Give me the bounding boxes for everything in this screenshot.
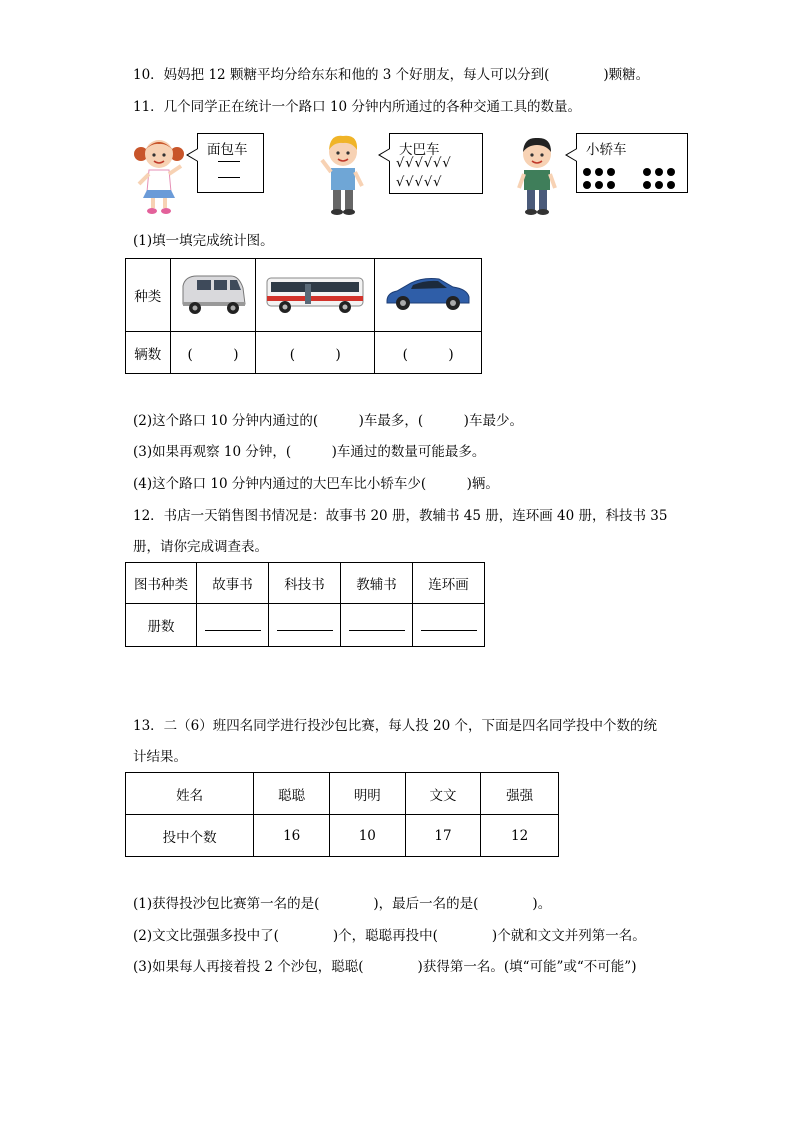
q13-sub3: (3)如果每人再接着投 2 个沙包，聪聪( )获得第一名。(填“可能”或“不可能”) xyxy=(133,959,637,975)
bus-icon xyxy=(265,270,365,316)
header-story: 故事书 xyxy=(197,563,269,604)
q11-sub2: (2)这个路口 10 分钟内通过的( )车最多，( )车最少。 xyxy=(133,413,523,429)
q11-sub1: (1)填一填完成统计图。 xyxy=(133,233,274,249)
row-label-hits: 投中个数 xyxy=(126,815,254,857)
dot-tally xyxy=(583,177,619,193)
bubble-bus xyxy=(389,133,483,194)
q11-sub3: (3)如果再观察 10 分钟，( )车通过的数量可能最多。 xyxy=(133,444,486,460)
header-science: 科技书 xyxy=(269,563,341,604)
row-label-count: 辆数 xyxy=(126,332,171,374)
hits-wenwen: 17 xyxy=(405,815,481,857)
boy-figure xyxy=(513,132,561,216)
header-qiangqiang: 强强 xyxy=(481,773,559,815)
q13-sub2: (2)文文比强强多投中了( )个，聪聪再投中( )个就和文文并列第一名。 xyxy=(133,928,646,944)
header-congcong: 聪聪 xyxy=(254,773,330,815)
header-mingming: 明明 xyxy=(329,773,405,815)
bus-image-cell xyxy=(256,259,375,332)
header-wenwen: 文文 xyxy=(405,773,481,815)
car-image-cell xyxy=(375,259,482,332)
answer-blank[interactable] xyxy=(197,604,269,647)
row-label-type: 种类 xyxy=(126,259,171,332)
dot-tally xyxy=(643,177,679,193)
hits-congcong: 16 xyxy=(254,815,330,857)
question-13-line2: 计结果。 xyxy=(133,749,187,765)
question-11: 11．几个同学正在统计一个路口 10 分钟内所通过的各种交通工具的数量。 xyxy=(133,99,581,115)
answer-blank[interactable] xyxy=(269,604,341,647)
tally-checks: √√√√√√ √√√√√ xyxy=(396,156,452,190)
question-12-line1: 12．书店一天销售图书情况是：故事书 20 册，教辅书 45 册，连环画 40 册，科技书 35 xyxy=(133,508,668,524)
answer-blank[interactable] xyxy=(341,604,413,647)
sandbag-results-table xyxy=(125,772,559,857)
bus-count-blank[interactable]: ( ) xyxy=(256,332,375,374)
question-10: 10．妈妈把 12 颗糖平均分给东东和他的 3 个好朋友，每人可以分到( )颗糖。 xyxy=(133,67,650,83)
answer-blank[interactable] xyxy=(413,604,485,647)
header-name: 姓名 xyxy=(126,773,254,815)
boy-figure xyxy=(318,130,368,216)
question-12-line2: 册，请你完成调查表。 xyxy=(133,539,268,555)
bubble-car-label: 小轿车 xyxy=(586,142,627,158)
question-13-line1: 13．二（6）班四名同学进行投沙包比赛，每人投 20 个，下面是四名同学投中个数的统 xyxy=(133,718,658,734)
tally-mark xyxy=(218,177,240,178)
q11-sub4: (4)这个路口 10 分钟内通过的大巴车比小轿车少( )辆。 xyxy=(133,476,499,492)
bubble-bus-label: 大巴车 xyxy=(399,142,440,158)
minivan-image-cell xyxy=(170,259,256,332)
car-count-blank[interactable]: ( ) xyxy=(375,332,482,374)
header-workbook: 教辅书 xyxy=(341,563,413,604)
hits-qiangqiang: 12 xyxy=(481,815,559,857)
hits-mingming: 10 xyxy=(329,815,405,857)
vehicle-table xyxy=(125,258,482,374)
q13-sub1: (1)获得投沙包比赛第一名的是( )，最后一名的是( )。 xyxy=(133,896,552,912)
car-icon xyxy=(383,271,473,315)
bubble-minivan xyxy=(197,133,264,193)
bubble-car xyxy=(576,133,688,193)
header-book-type: 图书种类 xyxy=(126,563,197,604)
minivan-count-blank[interactable]: ( ) xyxy=(170,332,256,374)
bubble-minivan-label: 面包车 xyxy=(207,142,248,158)
tally-mark xyxy=(218,161,240,162)
minivan-icon xyxy=(177,268,249,318)
row-label-volumes: 册数 xyxy=(126,604,197,647)
header-comic: 连环画 xyxy=(413,563,485,604)
girl-figure xyxy=(133,132,185,216)
book-survey-table xyxy=(125,562,485,647)
